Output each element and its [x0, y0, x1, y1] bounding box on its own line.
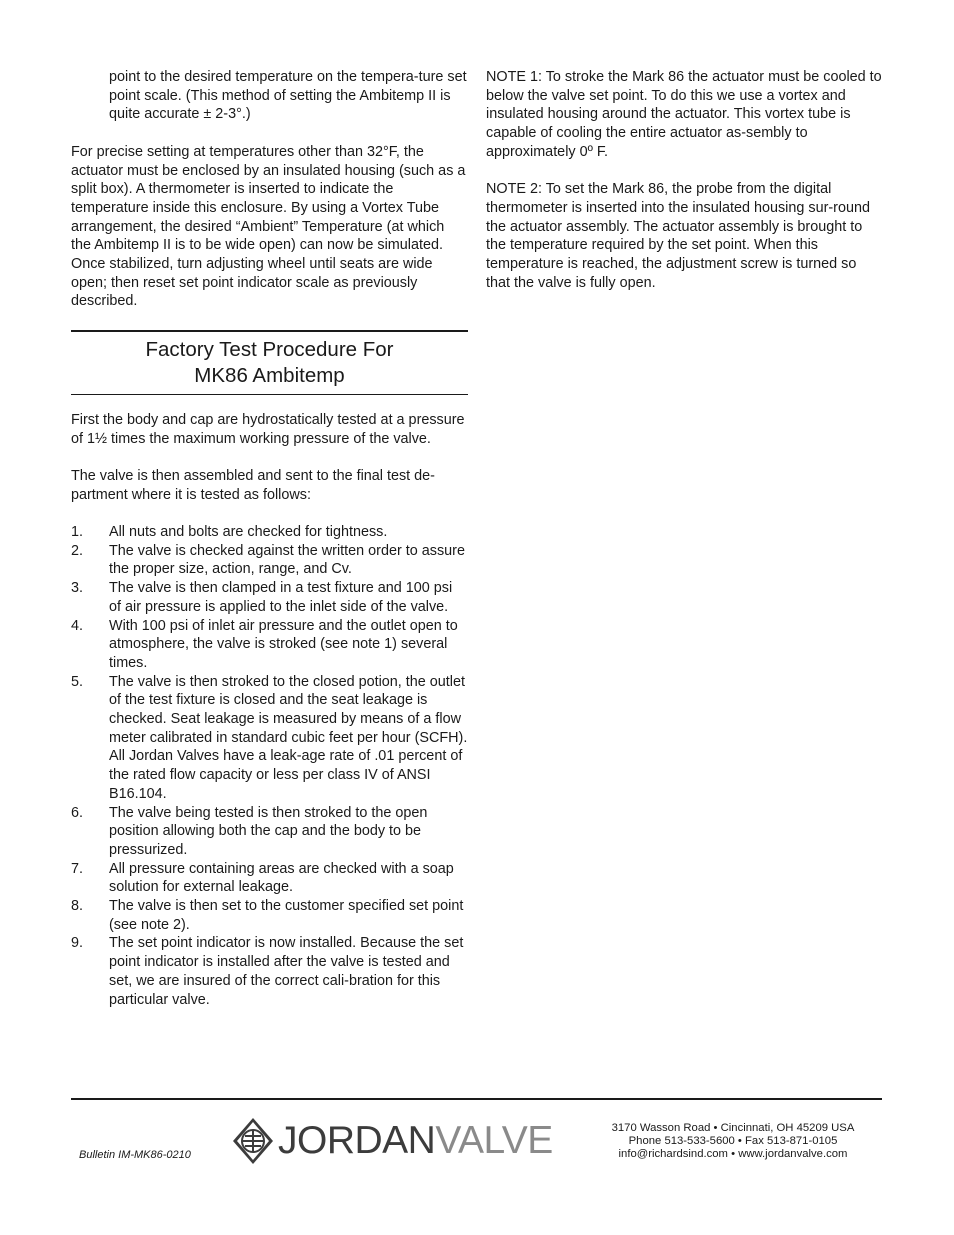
step-number: 7.	[71, 860, 84, 877]
phone-line: Phone 513-533-5600 • Fax 513-871-0105	[628, 1135, 838, 1147]
step-text: All nuts and bolts are checked for tightness.	[109, 524, 388, 540]
step-number: 5.	[71, 673, 84, 690]
step-text: The valve is checked against the written order to assure the proper size, action, range, and Cv.	[109, 542, 465, 578]
left-column	[71, 68, 468, 1009]
jordan-valve-logo	[232, 1116, 553, 1166]
list-item	[71, 617, 468, 673]
note-1: NOTE 1: To stroke the Mark 86 the actuator must be cooled to below the valve set point. To do this we use a vortex and insulated housing around the actuator. This vortex tube is capable of cooling the entire actuator as-sembly to approximately 0º F.	[486, 69, 882, 160]
final-test-paragraph: The valve is then assembled and sent to the final test de-partment where it is tested as follows:	[71, 467, 435, 503]
step-number: 6.	[71, 804, 84, 821]
step-text: The valve being tested is then stroked to the open position allowing both the cap and the body to be pressurized.	[109, 804, 428, 858]
test-steps-list	[71, 523, 468, 1009]
web-line: info@richardsind.com • www.jordanvalve.com	[618, 1148, 848, 1160]
step-number: 9.	[71, 935, 84, 952]
section-heading	[71, 330, 468, 395]
heading-line-1: Factory Test Procedure For	[145, 337, 394, 361]
logo-word-valve: VALVE	[435, 1119, 553, 1162]
address-line: 3170 Wasson Road • Cincinnati, OH 45209 USA	[611, 1122, 855, 1134]
step-text: The valve is then stroked to the closed potion, the outlet of the test fixture is closed and the seat leakage is checked. Seat leakage is measured by means of a flow meter calibrated in standard cubic feet per hour (SCFH). All Jordan Valves have a leak-age rate of .01 percent of the rated flow capacity or less per class IV of ANSI B16.104.	[109, 673, 468, 802]
list-item	[71, 523, 468, 542]
logo-word-jordan: JORDAN	[278, 1119, 436, 1162]
list-item	[71, 934, 468, 1009]
list-item	[71, 804, 468, 860]
right-column	[486, 68, 882, 311]
logo-wordmark	[278, 1116, 553, 1166]
step-number: 2.	[71, 542, 84, 559]
intro-continuation: point to the desired temperature on the tempera-ture set point scale. (This method of setting the Ambitemp II is quite accurate ± 2-3°.)	[109, 69, 467, 123]
step-number: 3.	[71, 580, 84, 597]
step-number: 8.	[71, 898, 84, 915]
bulletin-number: Bulletin IM-MK86-0210	[79, 1149, 191, 1161]
list-item	[71, 860, 468, 897]
valve-emblem-icon	[232, 1117, 274, 1165]
list-item	[71, 579, 468, 616]
step-number: 1.	[71, 524, 84, 540]
step-number: 4.	[71, 617, 84, 634]
footer-divider	[71, 1098, 882, 1100]
list-item	[71, 897, 468, 934]
list-item	[71, 673, 468, 804]
list-item	[71, 542, 468, 579]
heading-line-2: MK86 Ambitemp	[194, 363, 345, 387]
step-text: The valve is then set to the customer specified set point (see note 2).	[109, 898, 464, 933]
step-text: With 100 psi of inlet air pressure and the outlet open to atmosphere, the valve is stroked (see note 1) several times.	[109, 617, 458, 671]
step-text: The set point indicator is now installed. Because the set point indicator is installed after the valve is tested and set, we are insured of the correct cali-bration for this particular valve.	[109, 935, 464, 1008]
step-text: The valve is then clamped in a test fixture and 100 psi of air pressure is applied to the inlet side of the valve.	[109, 580, 453, 615]
hydrostatic-test-paragraph: First the body and cap are hydrostatically tested at a pressure of 1½ times the maximum working pressure of the valve.	[71, 411, 465, 447]
contact-block	[586, 1122, 880, 1161]
step-text: All pressure containing areas are checked with a soap solution for external leakage.	[109, 860, 454, 896]
precise-setting-paragraph: For precise setting at temperatures other than 32°F, the actuator must be enclosed by an insulated housing (such as a split box). A thermometer is inserted to indicate the temperature inside this enclosure. By using a Vortex Tube arrangement, the desired “Ambient” Temperature (at which the Ambitemp II is to be wide open) can now be simulated. Once stabilized, turn adjusting wheel until seats are wide open; then reset set point indicator scale as previously described.	[71, 143, 466, 310]
note-2: NOTE 2: To set the Mark 86, the probe from the digital thermometer is inserted into the insulated housing sur-round the actuator assembly. The actuator assembly is brought to the temperature required by the set point. When this temperature is reached, the adjustment screw is turned so that the valve is fully open.	[486, 181, 870, 291]
